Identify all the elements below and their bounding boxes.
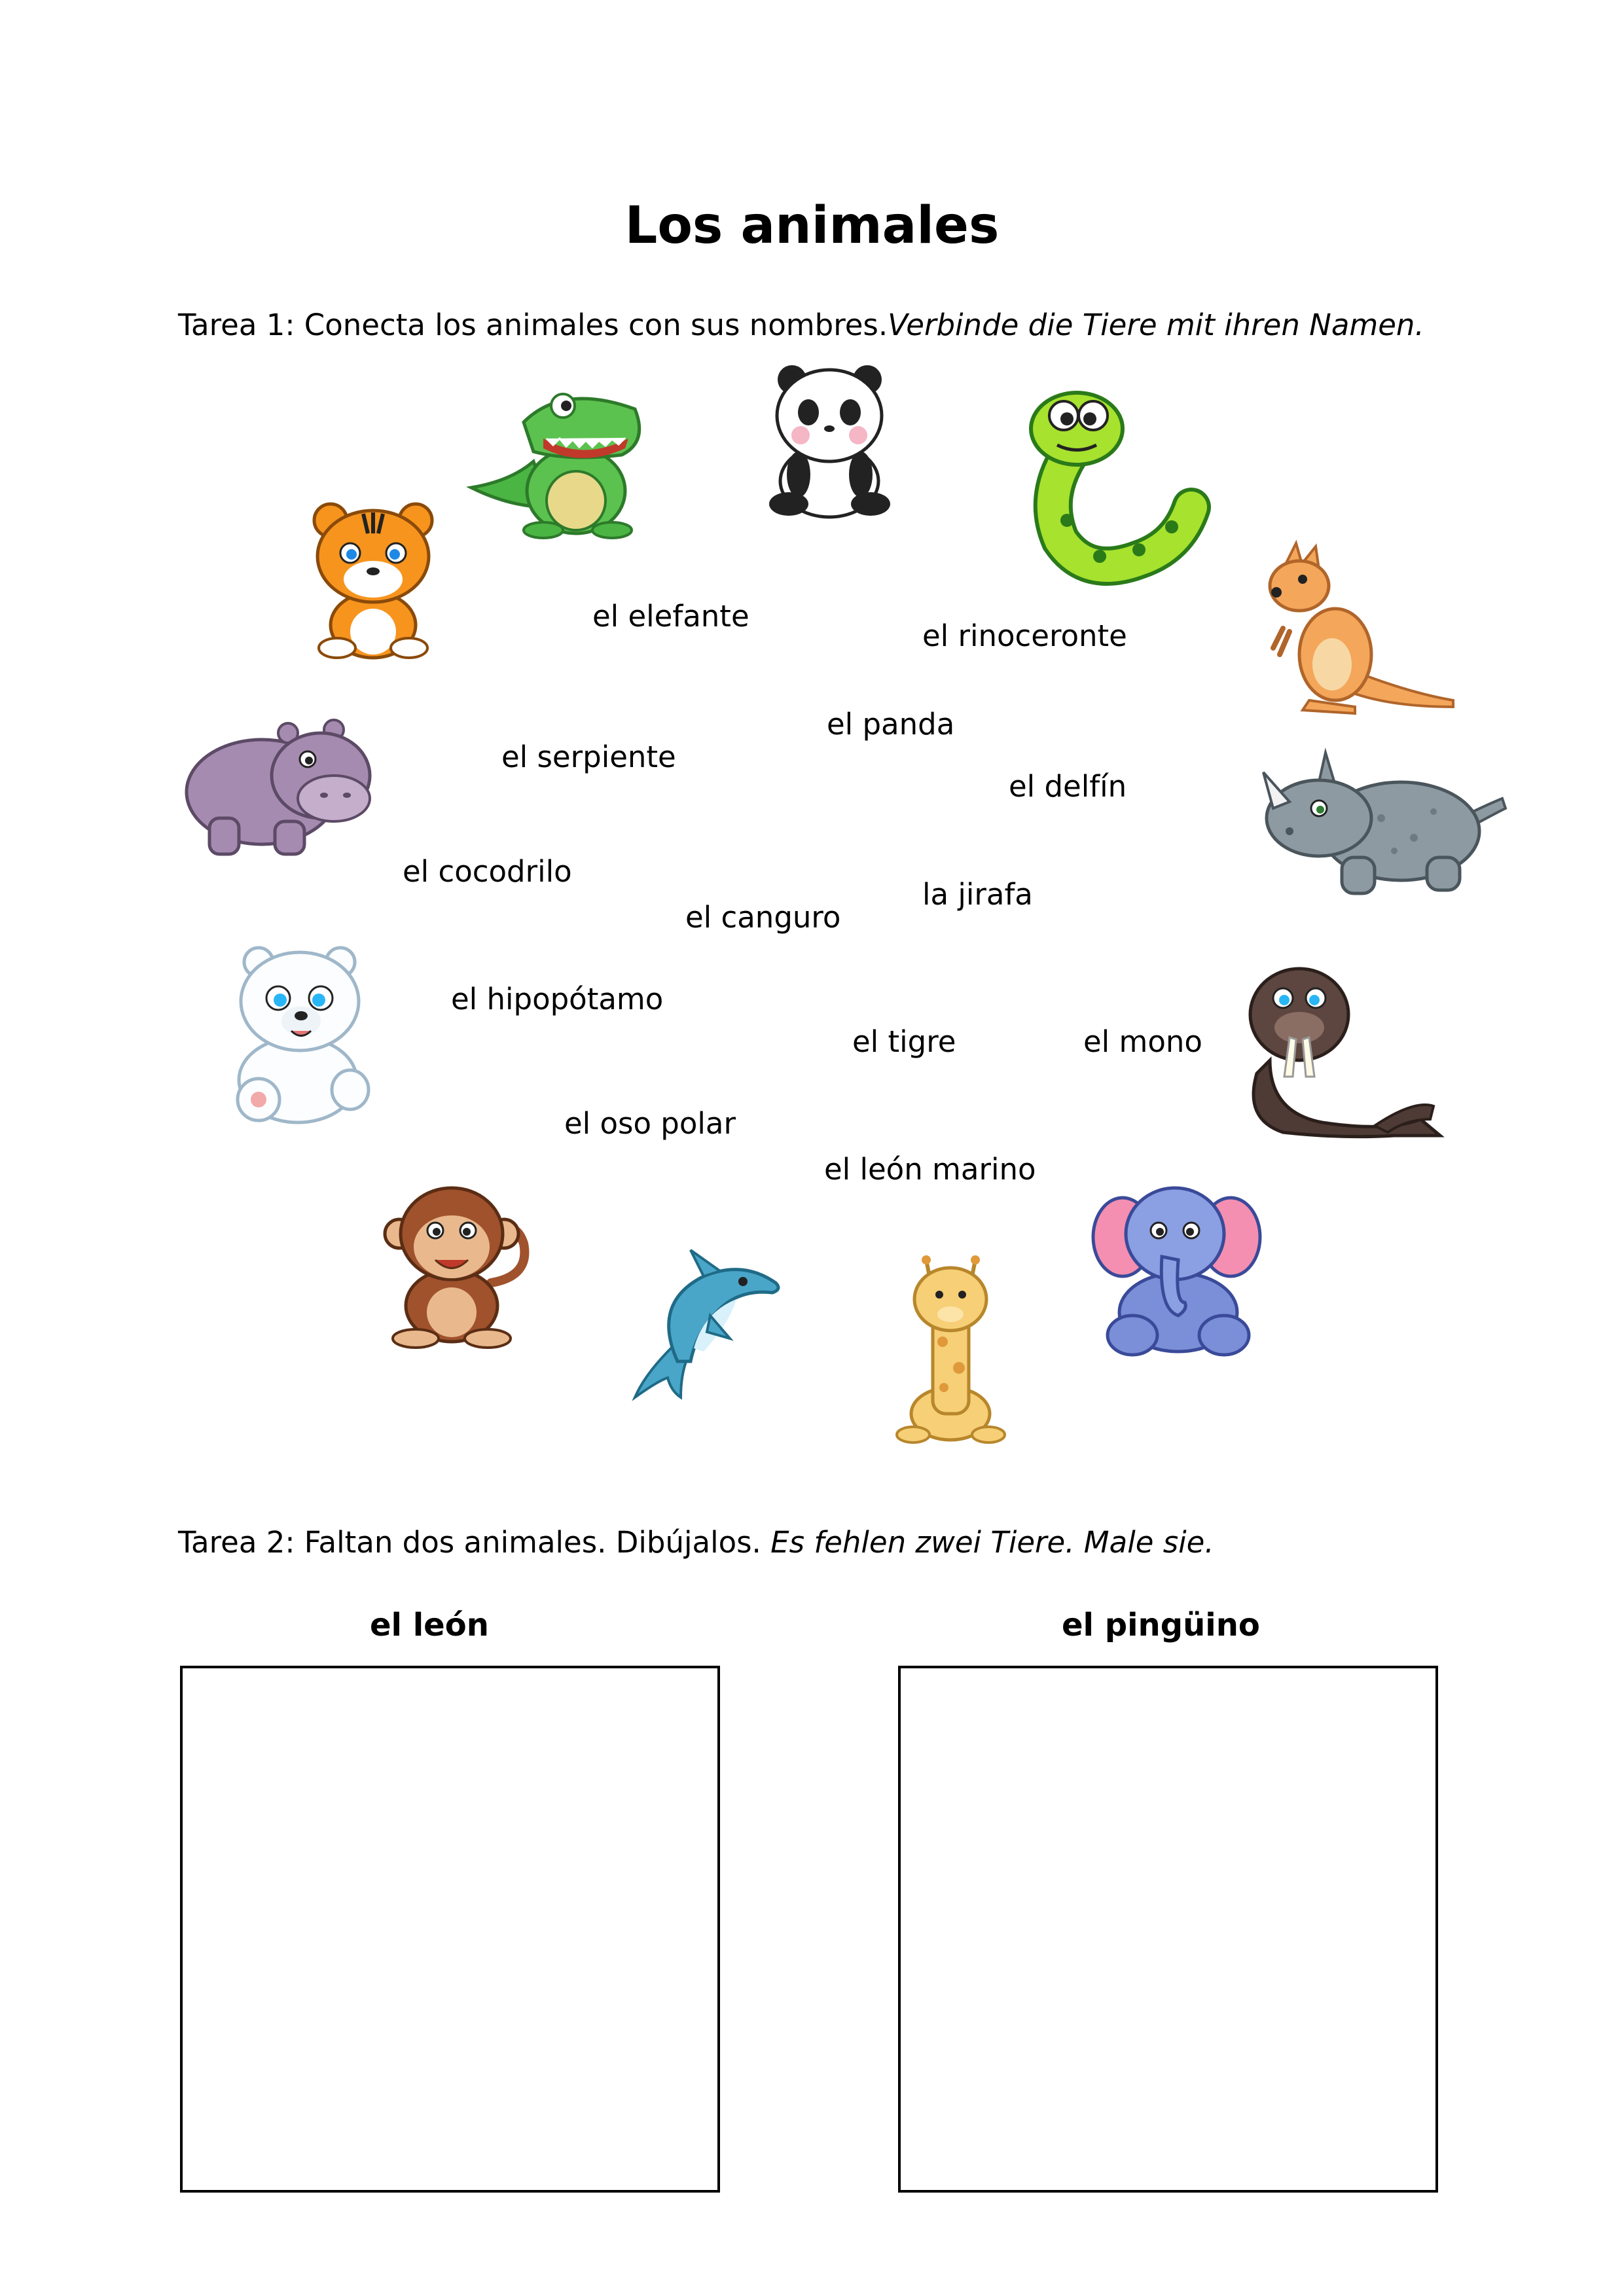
kangaroo-image: [1263, 543, 1453, 713]
task-2-german: Es fehlen zwei Tiere. Male sie.: [770, 1525, 1214, 1560]
hippo-image: [183, 713, 373, 857]
word-leon-marino: el león marino: [824, 1152, 1036, 1187]
draw-label-leon: el león: [370, 1607, 489, 1643]
word-jirafa: la jirafa: [922, 877, 1033, 912]
task-1-german: Verbinde die Tiere mit ihren Namen.: [888, 308, 1424, 342]
word-mono: el mono: [1083, 1024, 1202, 1059]
snake-image: [1021, 389, 1211, 579]
monkey-image: [386, 1185, 530, 1348]
word-delfin: el delfín: [1009, 769, 1127, 804]
dolphin-image: [632, 1250, 782, 1401]
word-elefante: el elefante: [592, 599, 749, 634]
crocodile-image: [471, 383, 648, 540]
word-panda: el panda: [827, 707, 955, 742]
task-1-instruction: [178, 308, 1424, 342]
panda-image: [769, 363, 890, 517]
task-2-instruction: [178, 1525, 1214, 1560]
task-1-spanish: Tarea 1: Conecta los animales con sus nombres.: [178, 308, 888, 342]
word-canguro: el canguro: [685, 900, 841, 935]
word-serpiente: el serpiente: [501, 740, 676, 774]
word-tigre: el tigre: [852, 1024, 956, 1059]
draw-label-pinguino: el pingüino: [1062, 1607, 1260, 1643]
tiger-image: [308, 501, 439, 658]
rhino-image: [1263, 746, 1506, 903]
drawing-box-pinguino[interactable]: [898, 1666, 1438, 2193]
giraffe-image: [897, 1257, 1005, 1443]
drawing-box-leon[interactable]: [180, 1666, 720, 2193]
page-title: Los animales: [624, 196, 1000, 255]
task-2-spanish: Tarea 2: Faltan dos animales. Dibújalos.: [178, 1525, 771, 1560]
word-cocodrilo: el cocodrilo: [403, 854, 572, 889]
word-oso-polar: el oso polar: [564, 1106, 736, 1141]
word-hipopotamo: el hipopótamo: [451, 982, 664, 1016]
word-rinoceronte: el rinoceronte: [922, 619, 1127, 653]
walrus-image: [1244, 962, 1440, 1139]
polar-bear-image: [229, 942, 373, 1126]
elephant-image: [1093, 1178, 1257, 1358]
